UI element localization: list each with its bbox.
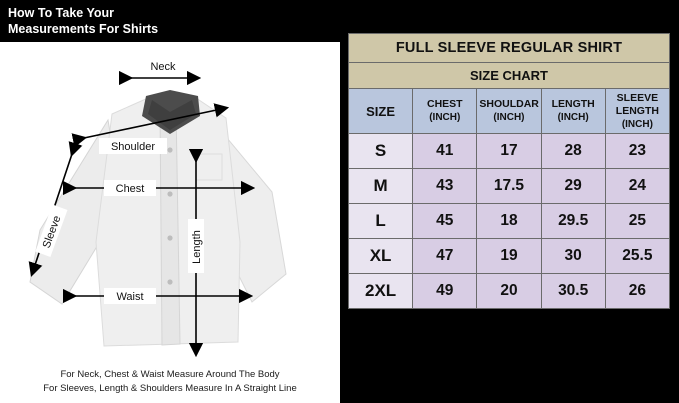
label-shoulder: Shoulder — [110, 141, 156, 153]
table-title-row — [349, 34, 670, 63]
column-header-chest-label: CHEST — [426, 98, 463, 110]
table-row — [349, 134, 670, 169]
table-row — [349, 239, 670, 274]
table-row — [349, 274, 670, 309]
instruction-line-1: For Neck, Chest & Waist Measure Around The Body — [60, 369, 280, 380]
column-header-sleeve-length-label: SLEEVE LENGTH — [615, 91, 659, 117]
size-chart-table — [348, 33, 670, 309]
label-chest: Chest — [115, 183, 145, 195]
cell-chest: 45 — [413, 204, 477, 239]
cell-shoulder: 18 — [477, 204, 541, 239]
cell-length: 29.5 — [541, 204, 605, 239]
size-chart-table-wrap — [348, 33, 670, 309]
cell-length: 29 — [541, 169, 605, 204]
column-header-sleeve-length-unit: (INCH) — [621, 118, 653, 130]
instruction-line-2: For Sleeves, Length & Shoulders Measure In A Straight Line — [43, 383, 297, 394]
cell-sleeve: 24 — [605, 169, 669, 204]
label-neck: Neck — [150, 61, 176, 73]
column-header-length-label: LENGTH — [551, 98, 595, 110]
column-header-shoulder — [477, 89, 541, 134]
column-header-length — [541, 89, 605, 134]
cell-size: 2XL — [349, 274, 413, 309]
table-subtitle: SIZE CHART — [349, 63, 670, 89]
cell-shoulder: 17.5 — [477, 169, 541, 204]
cell-length: 30.5 — [541, 274, 605, 309]
column-header-shoulder-label: SHOULDAR — [479, 98, 539, 110]
cell-size: M — [349, 169, 413, 204]
page-title-line-1: How To Take Your — [8, 6, 115, 20]
size-chart-panel — [340, 0, 679, 403]
cell-size: XL — [349, 239, 413, 274]
cell-chest: 49 — [413, 274, 477, 309]
shirt-diagram — [0, 42, 340, 362]
cell-chest: 41 — [413, 134, 477, 169]
column-header-length-unit: (INCH) — [557, 112, 589, 123]
cell-shoulder: 17 — [477, 134, 541, 169]
cell-size: S — [349, 134, 413, 169]
cell-shoulder: 19 — [477, 239, 541, 274]
shirt-illustration — [30, 90, 286, 346]
table-header-row — [349, 89, 670, 134]
cell-shoulder: 20 — [477, 274, 541, 309]
page-title — [0, 0, 340, 42]
column-header-chest-unit: (INCH) — [429, 112, 461, 123]
cell-length: 28 — [541, 134, 605, 169]
table-row — [349, 169, 670, 204]
cell-chest: 43 — [413, 169, 477, 204]
cell-sleeve: 23 — [605, 134, 669, 169]
column-header-sleeve-length — [605, 89, 669, 134]
cell-sleeve: 26 — [605, 274, 669, 309]
label-sleeve: Sleeve — [40, 214, 64, 250]
cell-size: L — [349, 204, 413, 239]
table-row — [349, 204, 670, 239]
column-header-chest — [413, 89, 477, 134]
label-waist: Waist — [116, 291, 144, 303]
table-subtitle-row — [349, 63, 670, 89]
label-length: Length — [191, 230, 203, 264]
cell-chest: 47 — [413, 239, 477, 274]
column-header-size: SIZE — [349, 89, 413, 134]
cell-sleeve: 25.5 — [605, 239, 669, 274]
cell-length: 30 — [541, 239, 605, 274]
measurement-instructions — [0, 368, 340, 396]
cell-sleeve: 25 — [605, 204, 669, 239]
page-title-line-2: Measurements For Shirts — [8, 22, 159, 36]
column-header-shoulder-unit: (INCH) — [493, 112, 525, 123]
table-title: FULL SLEEVE REGULAR SHIRT — [349, 34, 670, 63]
